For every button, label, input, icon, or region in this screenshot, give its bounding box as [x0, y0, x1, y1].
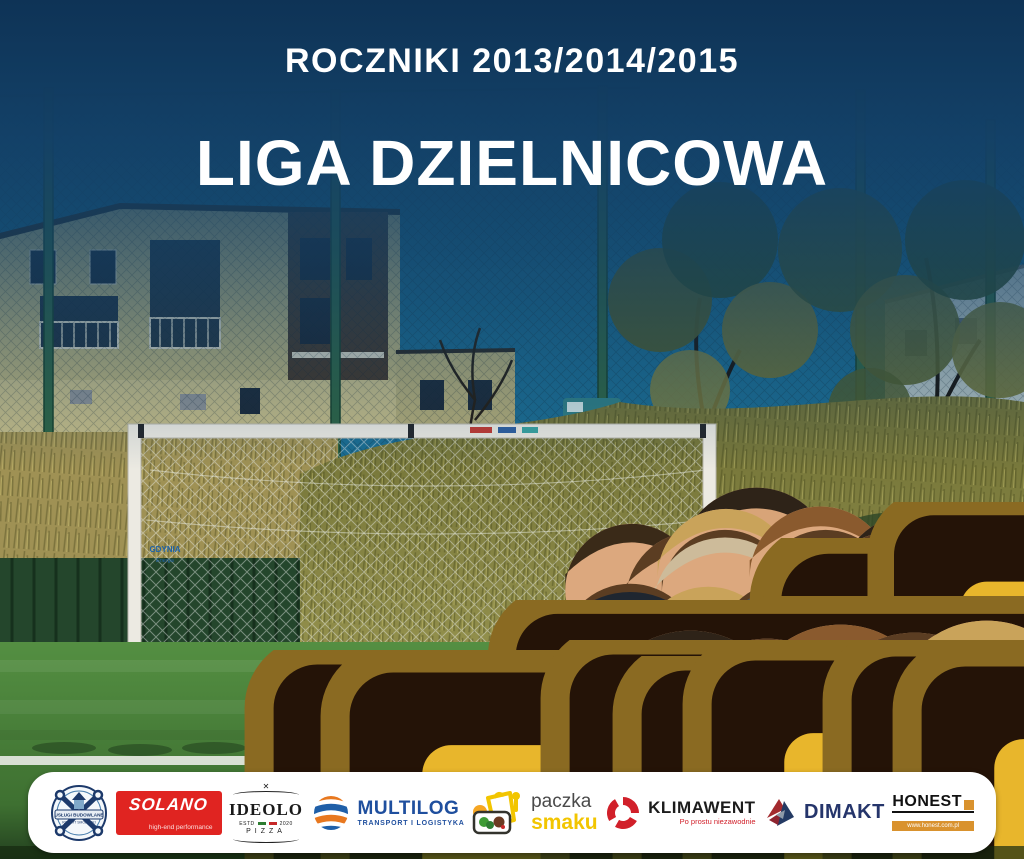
sponsor-logo-multilog [311, 793, 465, 833]
solano-tagline: high-end performance [148, 823, 213, 831]
season-label: ROCZNIKI 2013/2014/2015 [284, 42, 740, 80]
multilog-wordmark: MULTILOG [357, 797, 460, 819]
italian-flag-green-icon [258, 822, 266, 826]
honest-square-icon [964, 800, 974, 810]
sponsor-logo-uslugi-budowlane [50, 784, 108, 842]
paczka-word2: smaku [531, 811, 598, 834]
sponsor-logo-ideolo [229, 783, 303, 843]
ideolo-cross-mark: ✕ [262, 781, 270, 791]
sponsor-logo-klimawent [605, 795, 755, 831]
lunchbox-icon [472, 788, 524, 838]
multilog-globe-icon [311, 793, 351, 833]
ideolo-estd-row [239, 821, 292, 827]
sponsor-logo-solano [116, 791, 222, 835]
ideolo-year: 2020 [279, 820, 293, 827]
honest-wordmark: HONEST [892, 793, 962, 810]
construction-badge-icon [50, 784, 108, 842]
svg-text:ROBERT SMOLIŃSKI: ROBERT SMOLIŃSKI [62, 820, 96, 824]
dimakt-wordmark: DIMAKT [804, 801, 885, 823]
ideolo-wordmark: IDEOLO [229, 799, 304, 819]
sponsor-logo-dimakt [763, 796, 885, 830]
jersey-print-energa: Energa [156, 558, 174, 564]
klimawent-swirl-icon [605, 795, 641, 831]
ideolo-estd: ESTD [239, 820, 255, 827]
klimawent-tagline: Po prostu niezawodnie [679, 817, 756, 827]
page-title: LIGA DZIELNICOWA [195, 127, 829, 199]
jersey-print-gdynia: GDYNIA [149, 545, 181, 554]
sponsor-logo-paczka-smaku [472, 788, 598, 838]
solano-wordmark: SOLANO [128, 794, 209, 814]
ideolo-bottom-arc [233, 835, 299, 843]
multilog-tagline: TRANSPORT I LOGISTYKA [357, 819, 465, 827]
svg-text:USŁUGI BUDOWLANE: USŁUGI BUDOWLANE [54, 812, 104, 818]
ideolo-top-arc [233, 791, 299, 799]
sponsor-bar [28, 772, 996, 853]
klimawent-wordmark: KLIMAWENT [648, 798, 756, 818]
honest-wordmark-row [892, 794, 974, 813]
honest-url: www.honest.com.pl [892, 821, 974, 831]
dimakt-pinwheel-icon [763, 796, 797, 830]
paczka-word1: paczka [531, 791, 592, 812]
ideolo-category: PIZZA [246, 827, 286, 835]
italian-flag-red-icon [269, 822, 277, 826]
sponsor-logo-honest [892, 794, 974, 831]
